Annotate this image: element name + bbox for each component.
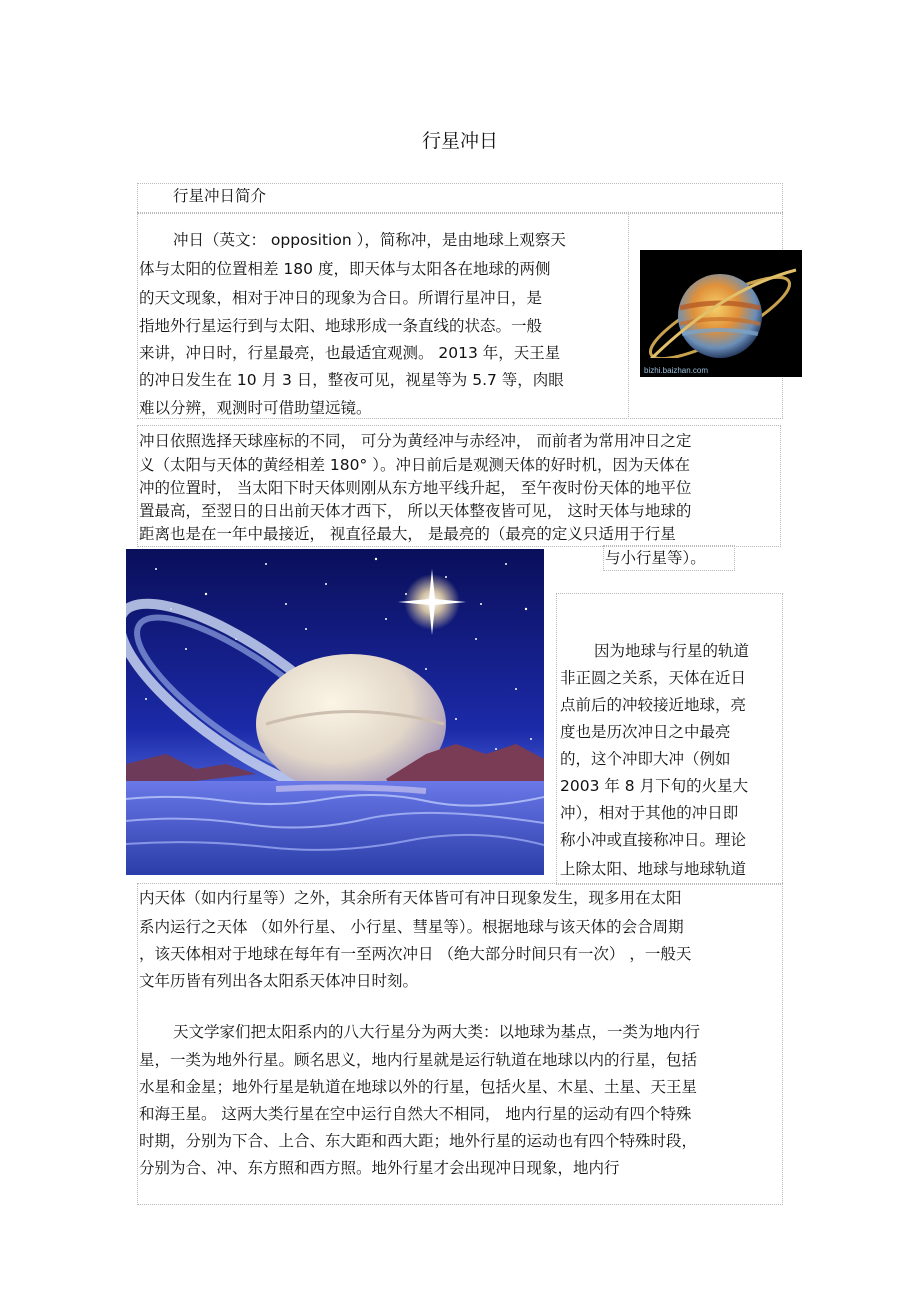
para2-line: 冲日依照选择天球座标的不同， 可分为黄经冲与赤经冲， 而前者为常用冲日之定 [139,432,692,450]
para3-line: 冲），相对于其他的冲日即 [560,804,739,822]
page-title: 行星冲日 [421,130,498,152]
para4-line: 星，一类为地外行星。顾名思义，地内行星就是运行轨道在地球以内的行星，包括 [139,1051,698,1069]
para2-line: 距离也是在一年中最接近， 视直径最大， 是最亮的（最亮的定义只适用于行星 [139,525,676,543]
para1-line: 体与太阳的位置相差 180 度，即天体与太阳各在地球的两侧 [139,260,551,278]
para3-line: 上除太阳、地球与地球轨道 [560,860,747,878]
para1-line: 的冲日发生在 10 月 3 日，整夜可见，视星等为 5.7 等，肉眼 [139,371,564,389]
para3-full-line: 文年历皆有列出各太阳系天体冲日时刻。 [139,972,419,990]
section-heading: 行星冲日简介 [173,187,267,205]
para1-line: 冲日（英文： opposition ），简称冲，是由地球上观察天 [173,231,566,249]
para4-line: 和海王星。 这两大类行星在空中运行自然大不相同， 地内行星的运动有四个特殊 [139,1105,692,1123]
para3-line: 称小冲或直接称冲日。理论 [560,831,747,849]
para4-line: 时期，分别为下合、上合、东大距和西大距；地外行星的运动也有四个特殊时段， [139,1132,698,1150]
para1-line: 来讲，冲日时，行星最亮，也最适宜观测。 2013 年，天王星 [139,344,561,362]
para2-line: 与小行星等）。 [605,549,706,567]
para3-full-line: ，该天体相对于地球在每年有一至两次冲日 （绝大部分时间只有一次） ，一般天 [139,945,692,963]
para3-line: 2003 年 8 月下旬的火星大 [560,777,749,795]
saturn-watermark: bizhi.baizhan.com [644,366,709,375]
para3-line: 因为地球与行星的轨道 [594,642,750,660]
para4-line: 水星和金星；地外行星是轨道在地球以外的行星，包括火星、木星、土星、天王星 [139,1078,698,1096]
para4-line: 天文学家们把太阳系内的八大行星分为两大类：以地球为基点，一类为地内行 [173,1023,701,1041]
para3-full-line: 系内运行之天体 （如外行星、 小行星、彗星等）。根据地球与该天体的会合周期 [139,918,684,936]
para3-full-line: 内天体（如内行星等）之外，其余所有天体皆可有冲日现象发生，现多用在太阳 [139,889,682,907]
para2-line: 义（太阳与天体的黄经相差 180° ）。冲日前后是观测天体的好时机，因为天体在 [139,456,690,474]
para1-line: 指地外行星运行到与太阳、地球形成一条直线的状态。一般 [139,317,543,335]
para1-line: 的天文现象，相对于冲日的现象为合日。所谓行星冲日，是 [139,289,543,307]
saturn-image [640,250,802,377]
para3-line: 度也是历次冲日之中最亮 [560,723,731,741]
para3-line: 非正圆之关系，天体在近日 [560,669,747,687]
space-scene-image [126,549,544,875]
para4-line: 分别为合、冲、东方照和西方照。地外行星才会出现冲日现象，地内行 [139,1159,620,1177]
para3-line: 点前后的冲较接近地球，亮 [560,696,747,714]
para2-line: 置最高，至翌日的日出前天体才西下， 所以天体整夜皆可见， 这时天体与地球的 [139,502,692,520]
para2-line: 冲的位置时， 当太阳下时天体则刚从东方地平线升起， 至午夜时份天体的地平位 [139,479,692,497]
para1-line: 难以分辨，观测时可借助望远镜。 [139,399,372,417]
para3-line: 的，这个冲即大冲（例如 [560,750,731,768]
